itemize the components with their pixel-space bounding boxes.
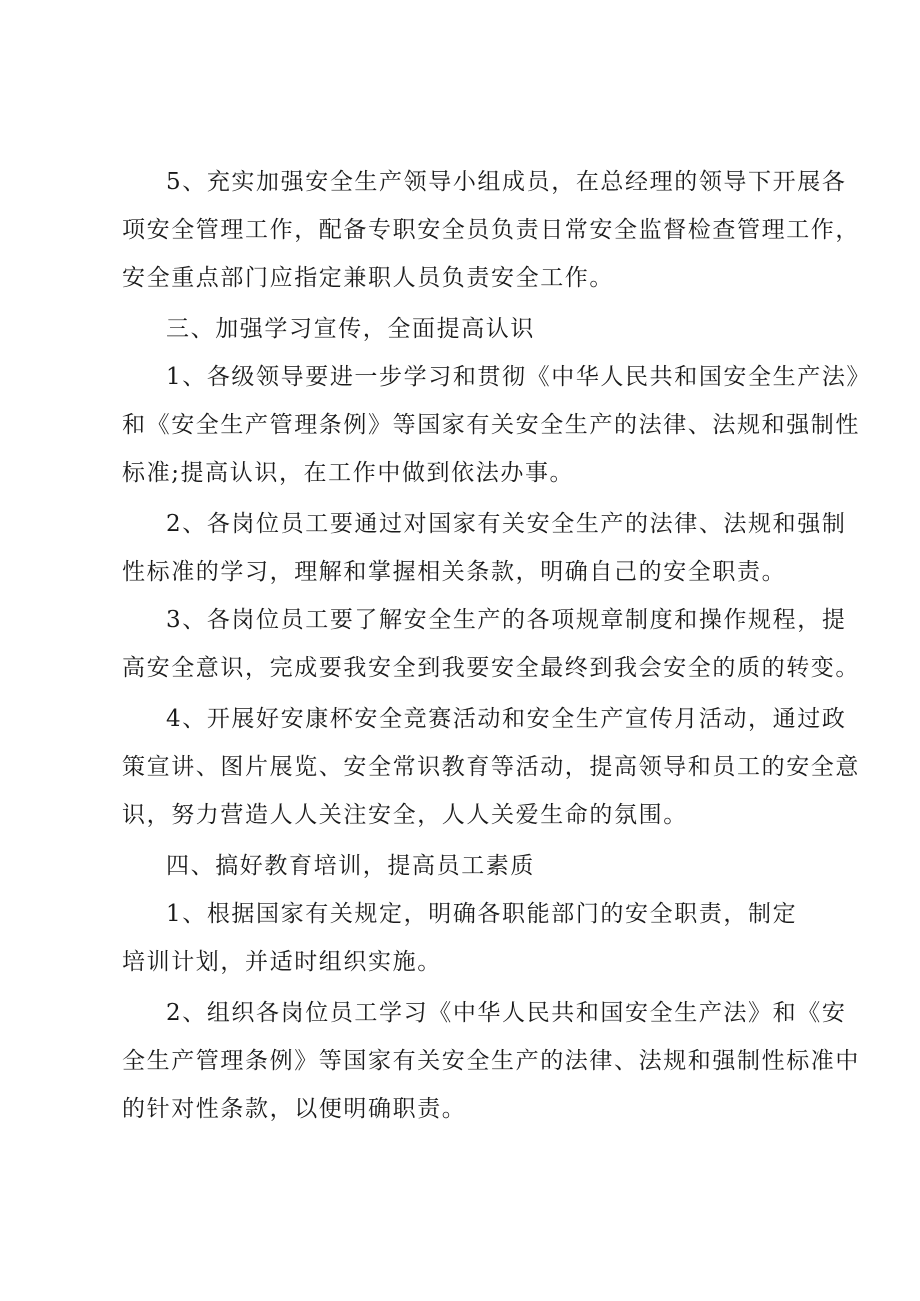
- section-4-item-2-line-1: 2、组织各岗位员工学习《中华人民共和国安全生产法》和《安: [166, 1000, 847, 1026]
- paragraph-5-line-1: 5、充实加强安全生产领导小组成员，在总经理的领导下开展各: [166, 169, 847, 195]
- section-3-item-3-line-1: 3、各岗位员工要了解安全生产的各项规章制度和操作规程，提: [166, 607, 847, 633]
- section-3-item-4-line-1: 4、开展好安康杯安全竞赛活动和安全生产宣传月活动，通过政: [166, 706, 847, 732]
- section-3-item-1-line-3: 标准;提高认识，在工作中做到依法办事。: [122, 460, 575, 486]
- section-4-item-2-line-3: 的针对性条款，以便明确职责。: [122, 1096, 467, 1122]
- section-4-heading: 四、搞好教育培训，提高员工素质: [166, 853, 535, 879]
- section-3-heading: 三、加强学习宣传，全面提高认识: [166, 316, 535, 342]
- section-3-item-1-line-1: 1、各级领导要进一步学习和贯彻《中华人民共和国安全生产法》: [166, 364, 872, 390]
- section-3-item-2-line-1: 2、各岗位员工要通过对国家有关安全生产的法律、法规和强制: [166, 511, 847, 537]
- section-3-item-2-line-2: 性标准的学习，理解和掌握相关条款，明确自己的安全职责。: [122, 559, 787, 585]
- section-3-item-3-line-2: 高安全意识，完成要我安全到我要安全最终到我会安全的质的转变。: [122, 655, 860, 681]
- paragraph-5-line-2: 项安全管理工作，配备专职安全员负责日常安全监督检查管理工作，: [122, 217, 860, 243]
- section-4-item-1-line-1: 1、根据国家有关规定，明确各职能部门的安全职责，制定: [166, 901, 798, 927]
- section-4-item-1-line-2: 培训计划，并适时组织实施。: [122, 949, 442, 975]
- paragraph-5-line-3: 安全重点部门应指定兼职人员负责安全工作。: [122, 265, 614, 291]
- section-3-item-1-line-2: 和《安全生产管理条例》等国家有关安全生产的法律、法规和强制性: [122, 412, 860, 438]
- section-3-item-4-line-2: 策宣讲、图片展览、安全常识教育等活动，提高领导和员工的安全意: [122, 754, 860, 780]
- section-4-item-2-line-2: 全生产管理条例》等国家有关安全生产的法律、法规和强制性标准中: [122, 1048, 860, 1074]
- section-3-item-4-line-3: 识，努力营造人人关注安全，人人关爱生命的氛围。: [122, 802, 688, 828]
